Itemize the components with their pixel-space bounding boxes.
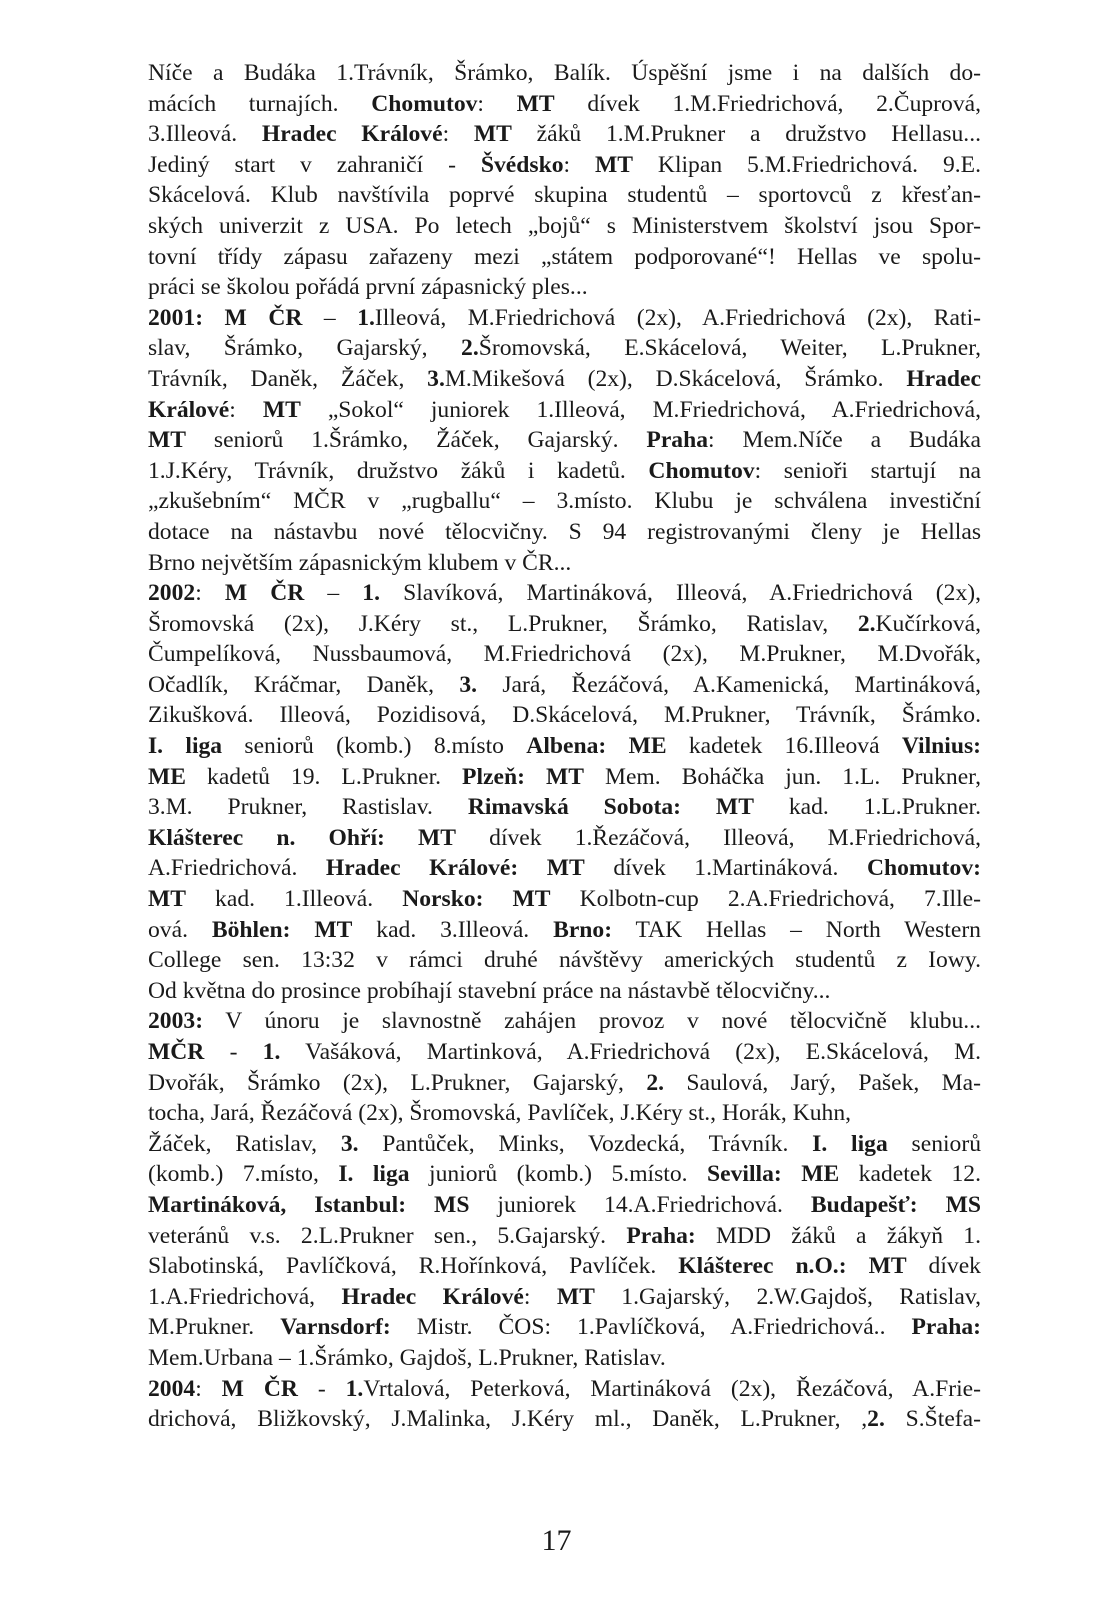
text-line [148,548,981,579]
text-run: – [302,304,358,331]
text-run: - [297,1375,346,1402]
bold-text: MT [512,886,551,913]
text-run: kad. 3.Illeová. [352,916,554,943]
bold-text: I. liga [148,733,223,760]
bold-text: 2003: [148,1008,204,1035]
text-run: : [523,1283,557,1310]
text-run: kad. 1.Illeová. [186,886,403,913]
bold-text: MT [868,1253,907,1280]
text-line [148,1129,981,1160]
bold-text: ME [801,1161,840,1188]
text-line [148,1068,981,1099]
text-run: Vrtalová, Peterková, Martináková (2x), Řezáčová, A.Frie- [363,1375,981,1402]
text-run: seniorů [887,1130,982,1157]
text-run: dívek [906,1253,981,1280]
text-run: kadetek 16.Illeová [666,733,902,760]
bold-text: ME [628,733,667,760]
text-line [148,1098,981,1129]
text-line [148,945,981,976]
text-line [148,89,981,120]
text-run: Skácelová. Klub navštívila poprvé skupina studentů – sportovců z křesťan- [148,182,981,209]
bold-text: 1. [357,304,375,331]
text-run: ová. [148,916,212,943]
text-run: Brno největším zápasnickým klubem v ČR... [148,549,572,576]
bold-text: MS [945,1191,981,1218]
bold-text: Böhlen: [211,916,291,943]
text-line [148,1312,981,1343]
bold-text: MT [594,151,633,178]
bold-text: Chomutov [648,457,755,484]
bold-text: Praha: [626,1222,696,1249]
bold-text: Chomutov: [866,855,981,882]
text-run: veteránů v.s. 2.L.Prukner sen., 5.Gajarský. [148,1222,627,1249]
bold-text: M ČR [224,304,303,331]
text-line [148,1037,981,1068]
bold-text: Rimavská Sobota: [467,794,682,821]
text-run: : Mem.Níče a Budáka [708,427,981,454]
text-run: Čumpelíková, Nussbaumová, M.Friedrichová (2x), M.Prukner, M.Dvořák, [148,641,981,668]
text-run: S.Štefa- [884,1406,981,1433]
text-line [148,792,981,823]
text-line [148,731,981,762]
bold-text: 3. [427,365,445,392]
text-run: slav, Šrámko, Gajarský, [148,335,462,362]
text-line [148,884,981,915]
text-run: 1.Gajarský, 2.W.Gajdoš, Ratislav, [594,1283,981,1310]
bold-text: Chomutov [371,90,478,117]
bold-text: 2. [867,1406,885,1433]
text-run: kadetů 19. L.Prukner. [186,763,463,790]
text-run: kad. 1.L.Prukner. [753,794,982,821]
text-run [681,794,716,820]
bold-text: MT [148,427,187,454]
bold-text: MT [516,90,555,117]
text-run: College sen. 13:32 v rámci druhé návštěvy amerických studentů z Iowy. [148,947,981,974]
text-run: Klipan 5.M.Friedrichová. 9.E. [633,151,981,178]
bold-text: Praha: [911,1314,981,1341]
text-run [203,305,225,331]
text-line [148,1343,981,1374]
bold-text: M ČR [221,1375,298,1402]
text-run: kadetek 12. [839,1161,982,1188]
bold-text: Klášterec n. Ohří: [148,824,385,851]
bold-text: MT [148,886,187,913]
text-run: TAK Hellas – North Western [612,916,981,943]
text-line [148,670,981,701]
text-run: dívek 1.Řezáčová, Illeová, M.Friedrichová, [456,824,981,851]
bold-text: MT [418,824,457,851]
text-run: juniorů (komb.) 5.místo. [409,1161,708,1188]
text-run [291,917,315,943]
text-line [148,425,981,456]
bold-text: Varnsdorf: [280,1314,391,1341]
page-number: 17 [541,1524,572,1557]
text-line [148,1221,981,1252]
bold-text: Martináková, [148,1191,315,1218]
text-line [148,211,981,242]
bold-text: 2. [461,335,479,362]
text-run: seniorů (komb.) 8.místo [222,733,527,760]
text-run: seniorů 1.Šrámko, Žáček, Gajarský. [186,427,647,454]
bold-text: MS [434,1191,470,1218]
text-line [148,1006,981,1037]
text-run: - [204,1039,263,1065]
text-run: Mistr. ČOS: 1.Pavlíčková, A.Friedrichová.. [390,1314,912,1341]
text-run: : [195,580,225,607]
bold-text: Hradec Králové [341,1283,524,1310]
bold-text: 2002 [148,580,196,607]
text-run: Trávník, Daněk, Žáček, [148,365,428,392]
text-run: Pantůček, Minks, Vozdecká, Trávník. [358,1130,813,1157]
text-run: Kučírková, [875,610,981,637]
bold-text: MT [545,763,584,790]
bold-text: Hradec [906,365,981,392]
text-line [148,180,981,211]
text-line [148,119,981,150]
text-run: Slavíková, Martináková, Illeová, A.Friedrichová (2x), [380,580,981,607]
text-line [148,609,981,640]
bold-text: MČR [148,1039,205,1065]
bold-text: 2001: [148,304,204,331]
text-line [148,395,981,426]
text-run: – [304,580,363,607]
text-run: „Sokol“ juniorek 1.Illeová, M.Friedrichová, A.Friedrichová, [300,396,981,423]
text-run: tocha, Jará, Řezáčová (2x), Šromovská, Pavlíček, J.Kéry st., Horák, Kuhn, [148,1100,852,1127]
text-line [148,333,981,364]
text-run: 3.M. Prukner, Rastislav. [148,794,468,821]
bold-text: Sevilla: [707,1161,782,1188]
text-run: dívek 1.Martináková. [584,855,867,882]
text-run: : [477,90,517,117]
text-run [782,1161,801,1187]
text-run: Šromovská, E.Skácelová, Weiter, L.Prukner, [478,335,981,362]
bold-text: Istanbul: [314,1191,407,1218]
text-run: Šromovská (2x), J.Kéry st., L.Prukner, Šrámko, Ratislav, [148,610,858,637]
body-text [148,58,981,1435]
text-line [148,58,981,89]
text-line [148,1282,981,1313]
text-run: Očadlík, Kráčmar, Daněk, [148,671,460,698]
text-run: Dvořák, Šrámko (2x), L.Prukner, Gajarský, [148,1069,647,1096]
bold-text: Praha [646,427,709,454]
bold-text: 1. [345,1375,364,1402]
bold-text: Albena: [526,733,607,760]
bold-text: Norsko: [402,886,484,913]
text-run: Jará, Řezáčová, A.Kamenická, Martináková, [477,671,981,698]
text-run: Od května do prosince probíhají stavební práce na nástavbě tělocvičny... [148,977,831,1004]
text-run: Jediný start v zahraničí - [148,151,481,178]
text-line [148,1404,981,1435]
bold-text: Švédsko [480,151,564,178]
bold-text: Klášterec n.O.: [678,1253,847,1280]
bold-text: 3. [459,671,478,698]
text-run: Slabotinská, Pavlíčková, R.Hořínková, Pavlíček. [148,1253,679,1280]
text-run: žáků 1.M.Prukner a družstvo Hellasu... [511,121,982,148]
text-run: Illeová, M.Friedrichová (2x), A.Friedrichová (2x), Rati- [374,304,981,331]
text-run [385,825,418,851]
bold-text: MT [473,121,512,148]
text-line [148,486,981,517]
text-line [148,639,981,670]
text-run: : [442,121,474,148]
bold-text: M ČR [224,580,305,607]
text-line [148,272,981,303]
bold-text: I. liga [812,1130,888,1157]
text-run [918,1192,946,1218]
text-line [148,1251,981,1282]
text-line [148,1374,981,1405]
text-line [148,976,981,1007]
text-line [148,823,981,854]
text-run: M.Mikešová (2x), D.Skácelová, Šrámko. [444,365,907,392]
bold-text: Brno: [553,916,613,943]
text-line [148,853,981,884]
text-run [483,886,512,912]
bold-text: MT [556,1283,595,1310]
text-run: A.Friedrichová. [148,855,326,882]
text-line [148,242,981,273]
text-run: 1.J.Kéry, Trávník, družstvo žáků i kadetů. [148,457,649,484]
text-line [148,1190,981,1221]
text-run: : senioři startují na [754,457,981,484]
text-run: „zkušebním“ MČR v „rugballu“ – 3.místo. Klubu je schválena investiční [148,488,981,515]
text-run: : [229,396,263,423]
bold-text: MT [715,794,754,821]
text-run [847,1253,869,1279]
text-line [148,762,981,793]
text-run: mácích turnajích. [148,90,372,117]
bold-text: 3. [340,1130,359,1157]
text-run: (komb.) 7.místo, [148,1161,339,1188]
text-run: Kolbotn-cup 2.A.Friedrichová, 7.Ille- [550,886,981,913]
text-run: Níče a Budáka 1.Trávník, Šrámko, Balík. Úspěšní jsme i na dalších do- [148,60,981,86]
bold-text: Budapešť: [810,1191,918,1218]
bold-text: 2004 [148,1375,196,1402]
bold-text: ME [148,763,187,790]
text-line [148,150,981,181]
text-run [518,855,547,881]
text-run: Mem. Boháčka jun. 1.L. Prukner, [583,763,981,790]
bold-text: Králové [148,396,230,423]
text-run: MDD žáků a žákyň 1. [695,1222,982,1249]
text-run: Saulová, Jarý, Pašek, Ma- [664,1069,981,1096]
text-run: Vašáková, Martinková, A.Friedrichová (2x), E.Skácelová, M. [280,1039,982,1065]
text-run: dotace na nástavbu nové tělocvičny. S 94 registrovanými členy je Hellas [148,518,981,545]
text-line [148,456,981,487]
text-run [525,764,546,790]
text-run: drichová, Bližkovský, J.Malinka, J.Kéry ml., Daněk, L.Prukner, , [148,1406,868,1433]
text-run: Žáček, Ratislav, [148,1130,341,1157]
text-line [148,915,981,946]
text-run: : [195,1375,222,1402]
bold-text: Hradec Králové [261,121,443,148]
bold-text: 2. [646,1069,665,1096]
text-run [606,733,628,759]
bold-text: MT [262,396,301,423]
text-run: 1.A.Friedrichová, [148,1283,342,1310]
text-run: : [563,151,595,178]
text-run: Mem.Urbana – 1.Šrámko, Gajdoš, L.Prukner, Ratislav. [148,1344,666,1371]
bold-text: Vilnius: [901,733,981,760]
text-line [148,1159,981,1190]
bold-text: 1. [362,580,380,607]
text-run: práci se školou pořádá první zápasnický ples... [148,274,588,301]
bold-text: MT [314,916,353,943]
bold-text: Plzeň: [462,763,525,790]
bold-text: MT [546,855,585,882]
text-line [148,364,981,395]
text-line [148,700,981,731]
text-run: tovní třídy zápasu zařazeny mezi „státem podporované“! Hellas ve spolu- [148,243,981,270]
bold-text: 1. [262,1039,281,1065]
text-run [406,1192,434,1218]
text-run: dívek 1.M.Friedrichová, 2.Čuprová, [554,90,981,117]
text-run: juniorek 14.A.Friedrichová. [469,1191,811,1218]
text-run: Zikušková. Illeová, Pozidisová, D.Skácelová, M.Prukner, Trávník, Šrámko. [148,702,981,729]
text-run: 3.Illeová. [148,121,262,148]
bold-text: 2. [857,610,876,637]
bold-text: Hradec Králové: [325,855,519,882]
text-run: ských univerzit z USA. Po letech „bojů“ s Ministerstvem školství jsou Spor- [148,212,981,239]
text-run: M.Prukner. [148,1314,281,1341]
text-line [148,303,981,334]
text-run: V únoru je slavnostně zahájen provoz v nové tělocvičně klubu... [203,1008,981,1035]
text-line [148,517,981,548]
bold-text: I. liga [338,1161,410,1188]
text-line [148,578,981,609]
